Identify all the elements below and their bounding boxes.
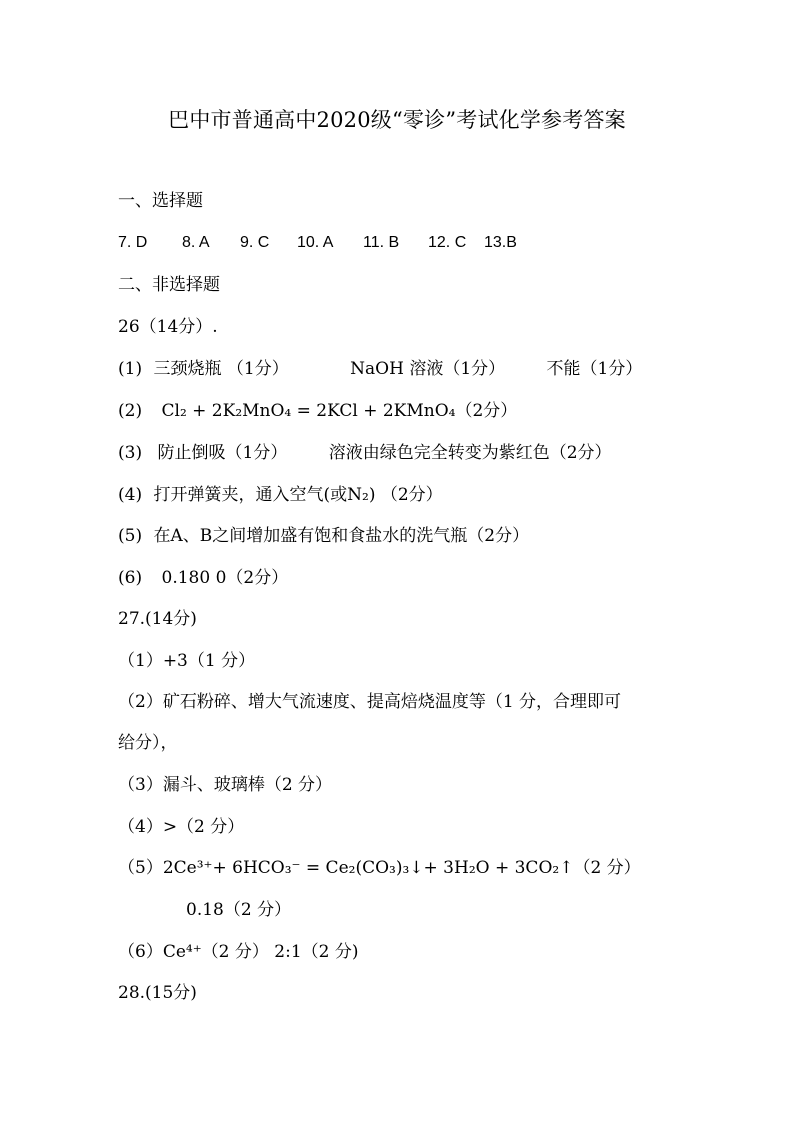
answer-text: NaOH 溶液（1分） bbox=[350, 359, 506, 379]
choice-answer: 7. D bbox=[118, 234, 148, 251]
q28-header: 28.(15分) bbox=[118, 983, 197, 1003]
q26-part2 bbox=[118, 399, 517, 423]
choice-answer: 10. A bbox=[297, 234, 334, 251]
choice-answer: 12. C bbox=[428, 234, 467, 251]
q26-part1 bbox=[118, 357, 642, 381]
answer-text: 三颈烧瓶 （1分） bbox=[153, 359, 289, 379]
choice-answer: 13.B bbox=[484, 234, 517, 251]
q27-part2: （2）矿石粉碎、增大气流速度、提高焙烧温度等（1 分，合理即可 bbox=[118, 692, 622, 712]
answer-text: 打开弹簧夹，通入空气(或N₂) （2分） bbox=[153, 485, 443, 505]
q27-part2-continued: 给分）， bbox=[118, 733, 178, 753]
equation: Cl₂ + 2K₂MnO₄ = 2KCl + 2KMnO₄（2分） bbox=[161, 401, 518, 421]
section-heading-choice: 一、选择题 bbox=[118, 191, 203, 211]
q27-part6: （6）Ce⁴⁺（2 分） 2:1（2 分) bbox=[118, 942, 359, 962]
part-number: (6) bbox=[118, 568, 143, 588]
answer-text: 不能（1分） bbox=[546, 359, 643, 379]
q27-part1: （1）+3（1 分） bbox=[118, 651, 256, 671]
answer-text: 在A、B之间增加盛有饱和食盐水的洗气瓶（2分） bbox=[153, 526, 530, 546]
part-number: (1) bbox=[118, 359, 143, 379]
answer-text: 防止倒吸（1分） bbox=[157, 443, 288, 463]
choice-answer: 9. C bbox=[240, 234, 270, 251]
part-number: (5) bbox=[118, 526, 143, 546]
q26-part6 bbox=[118, 566, 288, 590]
q27-header: 27.(14分) bbox=[118, 609, 197, 629]
answer-text: 0.180 0（2分） bbox=[161, 568, 289, 588]
q26-header: 26（14分）. bbox=[118, 317, 218, 337]
part-number: (2) bbox=[118, 401, 143, 421]
q27-part5-answer2: 0.18（2 分） bbox=[186, 900, 292, 920]
page-title: 巴中市普通高中2020级“零诊”考试化学参考答案 bbox=[168, 108, 626, 132]
q27-part3: （3）漏斗、玻璃棒（2 分） bbox=[118, 775, 333, 795]
q27-part5: （5）2Ce³⁺+ 6HCO₃⁻ = Ce₂(CO₃)₃↓+ 3H₂O + 3CO₂↑（2 分） bbox=[118, 858, 641, 878]
part-number: (3) bbox=[118, 443, 143, 463]
section-heading-nonchoice: 二、非选择题 bbox=[118, 275, 220, 295]
choice-answer: 11. B bbox=[363, 234, 400, 251]
choice-answers-row bbox=[118, 231, 517, 255]
q27-part4: （4）>（2 分） bbox=[118, 817, 245, 837]
q26-part4 bbox=[118, 483, 443, 507]
part-number: (4) bbox=[118, 485, 143, 505]
q26-part5 bbox=[118, 524, 529, 548]
q26-part3 bbox=[118, 441, 612, 465]
choice-answer: 8. A bbox=[182, 234, 210, 251]
answer-text: 溶液由绿色完全转变为紫红色（2分） bbox=[328, 443, 612, 463]
